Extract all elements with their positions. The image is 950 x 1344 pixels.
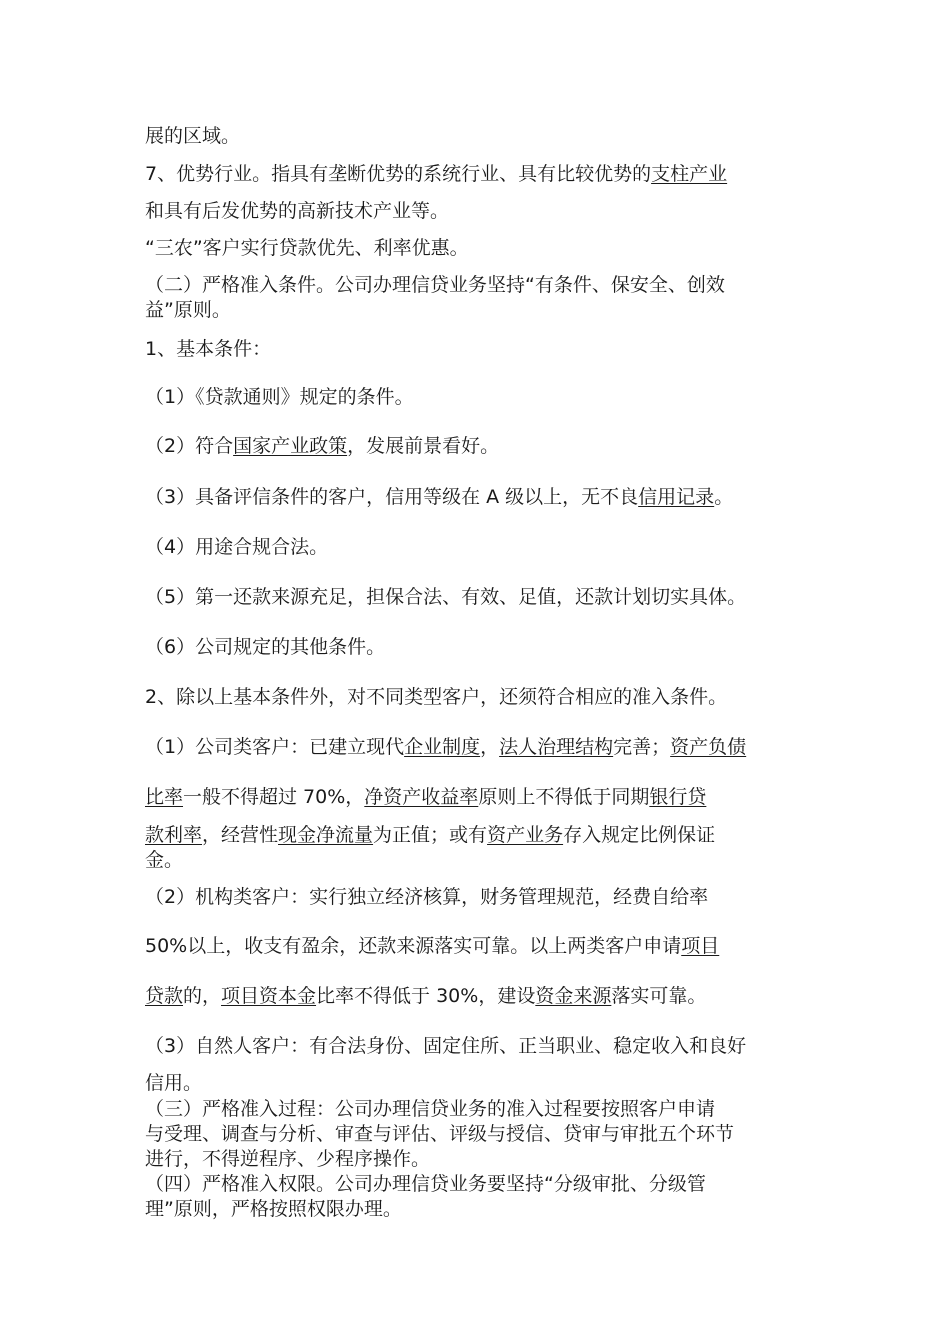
text-line bbox=[145, 1035, 810, 1057]
text-segment: （3）具备评信条件的客户，信用等级在 A 级以上，无不良 bbox=[145, 486, 639, 508]
link-term[interactable]: 银行贷 bbox=[649, 786, 707, 808]
text-segment: 与受理、调查与分析、审查与评估、评级与授信、贷审与审批五个环节 bbox=[145, 1123, 735, 1145]
text-line bbox=[145, 786, 810, 808]
text-line bbox=[145, 536, 810, 558]
text-line bbox=[145, 274, 810, 296]
link-term[interactable]: 贷款 bbox=[145, 985, 184, 1007]
link-term[interactable]: 信用记录 bbox=[638, 486, 715, 508]
text-line bbox=[145, 736, 810, 758]
text-segment: 理”原则，严格按照权限办理。 bbox=[145, 1198, 402, 1220]
text-segment: （1）公司类客户：已建立现代 bbox=[145, 736, 405, 758]
text-segment: 金。 bbox=[145, 849, 184, 871]
text-segment: “三农”客户实行贷款优先、利率优惠。 bbox=[145, 237, 469, 259]
text-segment: 原则上不得低于同期 bbox=[478, 786, 650, 808]
link-term[interactable]: 项目 bbox=[681, 935, 720, 957]
link-term[interactable]: 现金净流量 bbox=[278, 824, 374, 846]
text-segment: （2）符合 bbox=[145, 435, 234, 457]
link-term[interactable]: 资产负债 bbox=[670, 736, 747, 758]
text-segment: 益”原则。 bbox=[145, 299, 231, 321]
link-term[interactable]: 支柱产业 bbox=[651, 163, 728, 185]
text-line bbox=[145, 686, 810, 708]
link-term[interactable]: 净资产收益率 bbox=[364, 786, 479, 808]
text-segment: （四）严格准入权限。公司办理信贷业务要坚持“分级审批、分级管 bbox=[145, 1173, 706, 1195]
text-segment: 7、优势行业。指具有垄断优势的系统行业、具有比较优势的 bbox=[145, 163, 652, 185]
link-term[interactable]: 资产业务 bbox=[487, 824, 564, 846]
text-segment: 为正值；或有 bbox=[373, 824, 488, 846]
text-line bbox=[145, 1148, 810, 1170]
text-segment: 50%以上，收支有盈余，还款来源落实可靠。以上两类客户申请 bbox=[145, 935, 682, 957]
text-line bbox=[145, 824, 810, 846]
text-line bbox=[145, 237, 810, 259]
text-segment: （3）自然人客户：有合法身份、固定住所、正当职业、稳定收入和良好 bbox=[145, 1035, 747, 1057]
link-term[interactable]: 法人治理结构 bbox=[499, 736, 614, 758]
text-line bbox=[145, 1123, 810, 1145]
text-segment: （5）第一还款来源充足，担保合法、有效、足值，还款计划切实具体。 bbox=[145, 586, 747, 608]
text-line bbox=[145, 886, 810, 908]
text-segment: 展的区域。 bbox=[145, 125, 241, 147]
text-segment: 2、除以上基本条件外，对不同类型客户，还须符合相应的准入条件。 bbox=[145, 686, 728, 708]
text-line bbox=[145, 163, 810, 185]
text-line bbox=[145, 1198, 810, 1220]
text-segment: （1）《贷款通则》规定的条件。 bbox=[145, 386, 414, 408]
text-line bbox=[145, 849, 810, 871]
text-segment: 的， bbox=[183, 985, 222, 1007]
text-line bbox=[145, 125, 810, 147]
text-line bbox=[145, 299, 810, 321]
text-segment: 落实可靠。 bbox=[611, 985, 707, 1007]
link-term[interactable]: 比率 bbox=[145, 786, 184, 808]
link-term[interactable]: 国家产业政策 bbox=[233, 435, 348, 457]
text-line bbox=[145, 200, 810, 222]
text-segment: （4）用途合规合法。 bbox=[145, 536, 329, 558]
text-segment: 。 bbox=[714, 486, 734, 508]
text-line bbox=[145, 636, 810, 658]
text-line bbox=[145, 586, 810, 608]
text-segment: （2）机构类客户：实行独立经济核算，财务管理规范，经费自给率 bbox=[145, 886, 709, 908]
text-line bbox=[145, 1173, 810, 1195]
text-segment: 完善； bbox=[613, 736, 671, 758]
text-line bbox=[145, 435, 810, 457]
text-line bbox=[145, 1098, 810, 1120]
text-segment: ， bbox=[480, 736, 500, 758]
text-segment: ，发展前景看好。 bbox=[347, 435, 500, 457]
link-term[interactable]: 项目资本金 bbox=[221, 985, 317, 1007]
text-segment: 1、基本条件： bbox=[145, 338, 272, 360]
link-term[interactable]: 企业制度 bbox=[404, 736, 481, 758]
link-term[interactable]: 款利率 bbox=[145, 824, 203, 846]
text-line bbox=[145, 1072, 810, 1094]
text-segment: （三）严格准入过程：公司办理信贷业务的准入过程要按照客户申请 bbox=[145, 1098, 716, 1120]
text-segment: 比率不得低于 30%，建设 bbox=[316, 985, 536, 1007]
text-line bbox=[145, 985, 810, 1007]
text-segment: （6）公司规定的其他条件。 bbox=[145, 636, 386, 658]
text-line bbox=[145, 386, 810, 408]
text-segment: 信用。 bbox=[145, 1072, 203, 1094]
text-segment: （二）严格准入条件。公司办理信贷业务坚持“有条件、保安全、创效 bbox=[145, 274, 725, 296]
link-term[interactable]: 资金来源 bbox=[535, 985, 612, 1007]
text-segment: 一般不得超过 70%， bbox=[183, 786, 365, 808]
text-line bbox=[145, 338, 810, 360]
text-segment: 进行，不得逆程序、少程序操作。 bbox=[145, 1148, 431, 1170]
text-line bbox=[145, 486, 810, 508]
text-line bbox=[145, 935, 810, 957]
text-segment: 存入规定比例保证 bbox=[563, 824, 716, 846]
text-segment: ，经营性 bbox=[202, 824, 279, 846]
text-segment: 和具有后发优势的高新技术产业等。 bbox=[145, 200, 450, 222]
